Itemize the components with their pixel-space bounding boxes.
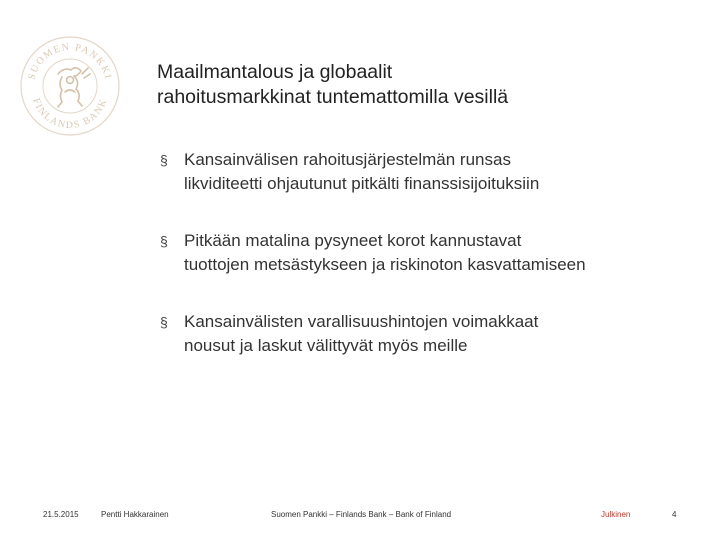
bullet-marker-icon: § xyxy=(160,314,168,330)
bullet-list xyxy=(160,148,700,358)
bullet-item xyxy=(160,310,700,358)
bullet-item xyxy=(160,229,700,277)
bullet-text-line-1: Kansainvälisen rahoitusjärjestelmän runsas xyxy=(184,150,511,169)
bullet-text-line-2: tuottojen metsästykseen ja riskinoton kasvattamiseen xyxy=(184,255,586,274)
footer-date: 21.5.2015 xyxy=(43,510,79,519)
slide-title-line-2: rahoitusmarkkinat tuntemattomilla vesillä xyxy=(157,86,509,108)
bullet-text-line-2: nousut ja laskut välittyvät myös meille xyxy=(184,336,468,355)
bullet-text-line-1: Pitkään matalina pysyneet korot kannustavat xyxy=(184,231,522,250)
footer-author: Pentti Hakkarainen xyxy=(101,510,169,519)
footer-page-number: 4 xyxy=(672,510,677,519)
seal-text-top: SUOMEN PANKKI xyxy=(26,41,114,81)
footer-organization: Suomen Pankki – Finlands Bank – Bank of Finland xyxy=(271,510,452,519)
bullet-marker-icon: § xyxy=(160,152,168,168)
suomen-pankki-seal-icon xyxy=(18,34,122,138)
slide-title-line-1: Maailmantalous ja globaalit xyxy=(157,61,393,83)
slide-title xyxy=(157,60,677,110)
bullet-item xyxy=(160,148,700,196)
bullet-marker-icon: § xyxy=(160,233,168,249)
bullet-text-line-2: likviditeetti ohjautunut pitkälti finanssisijoituksiin xyxy=(184,174,540,193)
footer-classification: Julkinen xyxy=(601,510,631,519)
bullet-text-line-1: Kansainvälisten varallisuushintojen voimakkaat xyxy=(184,312,539,331)
seal-text-bottom: FINLANDS BANK xyxy=(30,96,110,132)
lion-icon xyxy=(58,68,90,107)
